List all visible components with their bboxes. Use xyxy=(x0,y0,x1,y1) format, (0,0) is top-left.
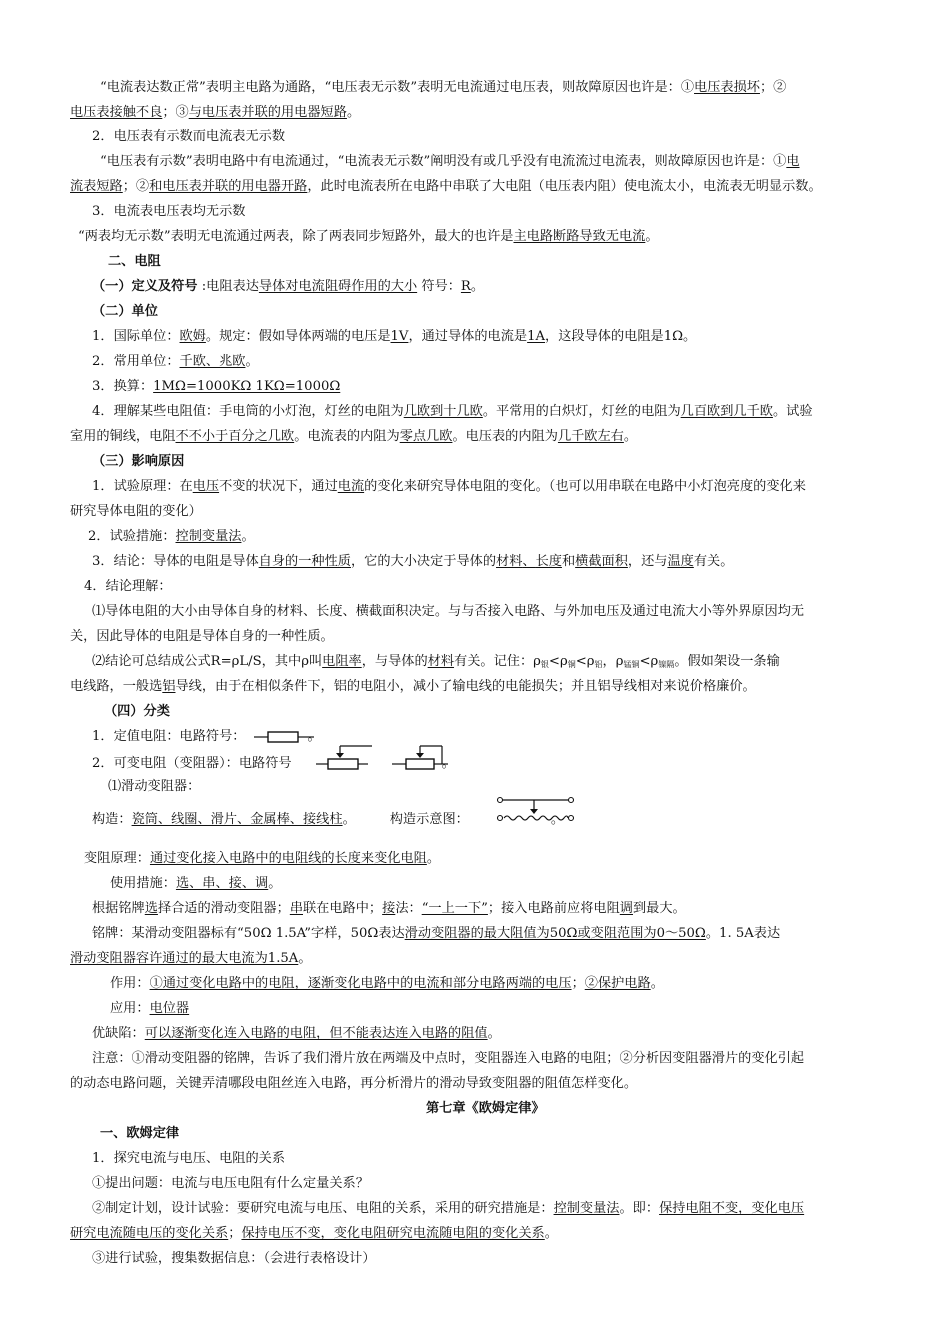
text: 。 xyxy=(307,729,321,744)
text: 变阻原理： xyxy=(84,851,150,866)
factor-line-4a: ⑴导体电阻的大小由导体自身的材料、长度、横截面积决定。与与否接入电路、与外加电压及通过电流大小等外界原因均无 xyxy=(92,604,805,619)
unit-line-2 xyxy=(92,354,259,370)
text: <ρ xyxy=(548,654,568,669)
text: 4．理解某些电阻值：手电筒的小灯泡，灯丝的电阻为 xyxy=(92,404,404,419)
rheostat-symbol-icon xyxy=(316,742,378,772)
text: ，通过导体的电流是 xyxy=(408,329,528,344)
text: 优缺陷： xyxy=(92,1026,145,1041)
underlined-answer: 主电路断路导致无电流 xyxy=(513,229,646,244)
subscript: 铜 xyxy=(567,660,576,669)
text: ，它的大小决定于导体的 xyxy=(350,554,497,569)
factor-line-1-cont: 研究导体电阻的变化） xyxy=(70,504,202,519)
text: ；② xyxy=(759,80,787,95)
text: 。规定：假如导体两端的电压是 xyxy=(205,329,391,344)
plan-line-cont xyxy=(70,1226,558,1242)
text: “两表均无示数”表明无电流通过两表，除了两表同步短路外，最大的也许是 xyxy=(78,229,514,244)
text: 择合适的滑动变阻器； xyxy=(157,901,290,916)
underlined-answer: 长度 xyxy=(535,554,562,569)
paragraph-voltmeter-fault-cont xyxy=(70,105,360,121)
underlined-answer: 电位器 xyxy=(149,1001,190,1016)
text: 。假如架设一条输 xyxy=(674,654,780,669)
text: ，这段导体的电阻是1Ω。 xyxy=(545,329,697,344)
underlined-answer: 千欧、兆欧 xyxy=(179,354,246,369)
unit-line-4-cont xyxy=(70,429,637,445)
text: 。 xyxy=(487,1026,501,1041)
subscript: 银 xyxy=(540,660,549,669)
text: 室用的铜线，电阻 xyxy=(70,429,176,444)
text: 到最大。 xyxy=(632,901,686,916)
text: ；③ xyxy=(162,105,189,120)
underlined-answer: 零点几欧 xyxy=(399,429,453,444)
underlined-answer: 电 xyxy=(786,154,800,169)
subheading-units: （二）单位 xyxy=(92,304,158,319)
text: 铭牌：某滑动变阻器标有“50Ω 1.5A”字样，50Ω表达 xyxy=(92,926,405,941)
underlined-answer: 选 xyxy=(144,901,158,916)
unit-line-1 xyxy=(92,329,696,345)
underlined-answer: 可以逐渐变化连入电路的电阻，但不能表达连入电路的阻值 xyxy=(144,1026,488,1041)
underlined-answer: 几千欧左右 xyxy=(557,429,624,444)
underlined-answer: 不不小于百分之几欧 xyxy=(175,429,295,444)
text: ； xyxy=(571,976,585,991)
underlined-answer: 保持电压不变，变化电阻研究电流随电阻的变化关系 xyxy=(241,1226,545,1241)
paragraph-voltmeter-fault xyxy=(100,80,786,96)
text: 构造示意图： xyxy=(389,812,469,827)
underlined-answer: 电流 xyxy=(337,479,365,494)
underlined-answer: 、 xyxy=(522,554,536,569)
text: 。 xyxy=(650,976,664,991)
text: ，此时电流表所在电路中串联了大电阻（电压表内阻）使电流太小，电流表无明显示数。 xyxy=(307,179,822,194)
text: ；② xyxy=(122,179,150,194)
underlined-answer: 材料 xyxy=(496,554,523,569)
text: 2．试验措施： xyxy=(88,529,176,544)
underlined-answer: 横截面积 xyxy=(575,554,628,569)
text: 法： xyxy=(395,901,422,916)
factor-line-3 xyxy=(92,554,733,570)
text: ⑵结论可总结成公式R=ρL/S，其中ρ叫 xyxy=(92,654,323,669)
construction-line xyxy=(92,812,564,828)
text: 2．可变电阻（变阻器）：电路符号 xyxy=(92,756,292,771)
text: 。 xyxy=(623,429,638,444)
rheostat-structure-diagram-icon xyxy=(496,796,580,826)
underlined-answer: 控制变量法 xyxy=(175,529,242,544)
factor-line-1 xyxy=(92,479,806,495)
underlined-answer: ①通过变化电路中的电阻，逐渐变化电路中的电流和部分电路两端的电压 xyxy=(149,976,572,991)
text: 。 xyxy=(342,812,356,827)
nameplate-line-cont xyxy=(70,951,312,967)
experiment-line: ③进行试验，搜集数据信息：（会进行表格设计） xyxy=(92,1251,376,1266)
paragraph-ammeter-fault xyxy=(100,154,800,170)
text: 。 xyxy=(241,529,255,544)
text: 。平常用的白炽灯，灯丝的电阻为 xyxy=(482,404,681,419)
factor-line-4c-cont xyxy=(70,679,756,695)
paragraph-both-zero xyxy=(78,229,659,245)
text: ，还与 xyxy=(627,554,668,569)
text: 。 xyxy=(346,105,361,120)
text: 和 xyxy=(561,554,576,569)
plan-line xyxy=(92,1201,804,1217)
text: 。电压表的内阻为 xyxy=(452,429,558,444)
text: 。 xyxy=(426,851,441,866)
underlined-answer: 几百欧到几千欧 xyxy=(680,404,773,419)
text: 。1. 5A表达 xyxy=(705,926,781,941)
subheading: （一）定义及符号 xyxy=(92,279,198,294)
unit-line-4 xyxy=(92,404,813,420)
paragraph-ammeter-fault-cont xyxy=(70,179,822,195)
text: 1．定值电阻：电路符号： xyxy=(92,729,246,744)
text: 。 xyxy=(645,229,659,244)
underlined-answer: 1MΩ=1000KΩ 1KΩ=1000Ω xyxy=(153,379,341,394)
underlined-answer: 通过变化接入电路中的电阻线的长度来变化电阻 xyxy=(149,851,427,866)
text: 。试验 xyxy=(772,404,813,419)
section-heading-ohms-law: 一、欧姆定律 xyxy=(100,1126,180,1141)
underlined-answer: 自身的一种性质 xyxy=(258,554,351,569)
rheostat-principle-line xyxy=(84,851,440,867)
text: ； xyxy=(228,1226,242,1241)
underlined-answer: 与电压表并联的用电器短路 xyxy=(188,105,347,120)
underlined-answer: 瓷筒、线圈、滑片、金属棒、接线柱 xyxy=(131,812,343,827)
underlined-answer: 导体对电流阻碍作用的大小 xyxy=(258,279,418,294)
text: 不变的状况下，通过 xyxy=(219,479,338,494)
text: 1．试验原理：在 xyxy=(92,479,193,494)
text: 电线路，一般选 xyxy=(70,679,163,694)
subscript: 铝 xyxy=(594,660,603,669)
factor-line-4c xyxy=(92,654,780,673)
underlined-answer: 滑动变阻器容许通过的最大电流为1.5A xyxy=(70,951,299,966)
text: 有关。记住：ρ xyxy=(454,654,541,669)
text: 。 xyxy=(470,279,485,294)
note-line: 注意：①滑动变阻器的铭牌，告诉了我们滑片放在两端及中点时，变阻器连入电路的电阻；②分析因变阻器滑片的变化引起 xyxy=(92,1051,805,1066)
underlined-answer: 温度 xyxy=(667,554,694,569)
underlined-answer: 1V xyxy=(390,329,409,344)
underlined-answer: “一上一下” xyxy=(421,901,488,916)
underlined-answer: 控制变量法 xyxy=(553,1201,620,1216)
text: 构造： xyxy=(92,812,132,827)
text: 的变化来研究导体电阻的变化。（也可以用串联在电路中小灯泡亮度的变化来 xyxy=(364,479,806,494)
underlined-answer: 接 xyxy=(382,901,396,916)
underlined-answer: 材料 xyxy=(427,654,455,669)
text: 有关。 xyxy=(693,554,734,569)
nameplate-choose-line xyxy=(92,901,686,917)
text: 。 xyxy=(550,812,565,827)
factor-line-2 xyxy=(88,529,255,545)
text: ②制定计划，设计试验：要研究电流与电压、电阻的关系，采用的研究措施是： xyxy=(92,1201,554,1216)
underlined-answer: 研究电流随电压的变化关系 xyxy=(70,1226,229,1241)
text: “电流表达数正常”表明主电路为通路，“电压表无示数”表明无电流通过电压表，则故障原因也许是：① xyxy=(100,80,695,95)
underlined-answer: 电压 xyxy=(192,479,220,494)
text: 联在电路中； xyxy=(303,901,383,916)
text: “电压表有示数”表明电路中有电流通过，“电流表无示数”阐明没有或几乎没有电流流过电流表，则故障原因也许是：① xyxy=(100,154,787,169)
text: 符号： xyxy=(417,279,461,294)
text: 。 xyxy=(544,1226,558,1241)
underlined-answer: 1A xyxy=(527,329,546,344)
underlined-answer: 保持电阻不变，变化电压 xyxy=(659,1201,805,1216)
note-line-cont: 的动态电路问题，关键弄清哪段电阻丝连入电路，再分析滑片的滑动导致变阻器的阻值怎样变化。 xyxy=(70,1076,638,1091)
underlined-answer: 电压表损坏 xyxy=(694,80,760,95)
nameplate-line xyxy=(92,926,780,942)
text: 。电流表的内阻为 xyxy=(294,429,400,444)
definition-line xyxy=(92,279,484,295)
subheading-classification: （四）分类 xyxy=(104,704,170,719)
text: ；接入电路前应将电阻 xyxy=(487,901,620,916)
text: 使用措施： xyxy=(110,876,176,891)
chapter-title: 第七章《欧姆定律》 xyxy=(426,1101,545,1116)
underlined-answer: 串 xyxy=(289,901,303,916)
unit-line-3 xyxy=(92,379,340,395)
subscript: 锰铜 xyxy=(623,660,640,669)
text: 应用： xyxy=(110,1001,150,1016)
text: <ρ xyxy=(639,654,659,669)
underlined-answer: 电阻率 xyxy=(322,654,362,669)
factor-line-4a-cont: 关，因此导体的电阻是导体自身的一种性质。 xyxy=(70,629,334,644)
heading-item-3: 3．电流表电压表均无示数 xyxy=(92,204,246,219)
fixed-resistor-symbol-icon xyxy=(254,728,316,744)
text: 2．常用单位： xyxy=(92,354,180,369)
function-line xyxy=(110,976,664,992)
application-line xyxy=(110,1001,189,1017)
underlined-answer: 流表短路 xyxy=(70,179,123,194)
underlined-answer: 电压表接触不良 xyxy=(70,105,163,120)
text: 。 xyxy=(268,876,282,891)
subscript: 镍隔 xyxy=(658,660,675,669)
underlined-answer: 选、串、接、调 xyxy=(175,876,269,891)
text: 3．结论：导体的电阻是导体 xyxy=(92,554,259,569)
text: 。 xyxy=(298,951,312,966)
text: 根据铭牌 xyxy=(92,901,145,916)
pros-cons-line xyxy=(92,1026,501,1042)
text: 3．换算： xyxy=(92,379,154,394)
underlined-answer: 几欧到十几欧 xyxy=(403,404,483,419)
heading-item-2: 2．电压表有示数而电流表无示数 xyxy=(92,129,286,144)
text: 。即： xyxy=(619,1201,660,1216)
text: 。 xyxy=(245,354,259,369)
question-line: ①提出问题：电流与电压电阻有什么定量关系？ xyxy=(92,1176,369,1191)
text: :电阻表达 xyxy=(197,279,259,294)
text: ，ρ xyxy=(602,654,624,669)
explore-line: 1．探究电流与电压、电阻的关系 xyxy=(92,1151,286,1166)
underlined-answer: R xyxy=(460,279,471,294)
text: 作用： xyxy=(110,976,150,991)
underlined-answer: 滑动变阻器的最大阻值为50Ω或变阻范围为0～50Ω xyxy=(404,926,706,941)
underlined-answer: 调 xyxy=(619,901,633,916)
section-heading-resistance: 二、电阻 xyxy=(108,254,161,269)
usage-method-line xyxy=(110,876,281,892)
underlined-answer: 铝 xyxy=(162,679,176,694)
text: 。 xyxy=(441,756,455,771)
text: <ρ xyxy=(575,654,595,669)
text: 1．国际单位： xyxy=(92,329,180,344)
underlined-answer: 欧姆 xyxy=(179,329,206,344)
subheading-factors: （三）影响原因 xyxy=(92,454,185,469)
slide-rheostat-heading: ⑴滑动变阻器： xyxy=(108,779,201,794)
text: 导线，由于在相似条件下，铝的电阻小，减小了输电线的电能损失；并且铝导线相对来说价格廉价。 xyxy=(175,679,756,694)
underlined-answer: 和电压表并联的用电器开路 xyxy=(149,179,308,194)
underlined-answer: ②保护电路 xyxy=(584,976,651,991)
text: ，与导体的 xyxy=(361,654,428,669)
factor-line-4: 4．结论理解： xyxy=(84,579,172,594)
rheostat-alt-symbol-icon xyxy=(392,742,458,772)
